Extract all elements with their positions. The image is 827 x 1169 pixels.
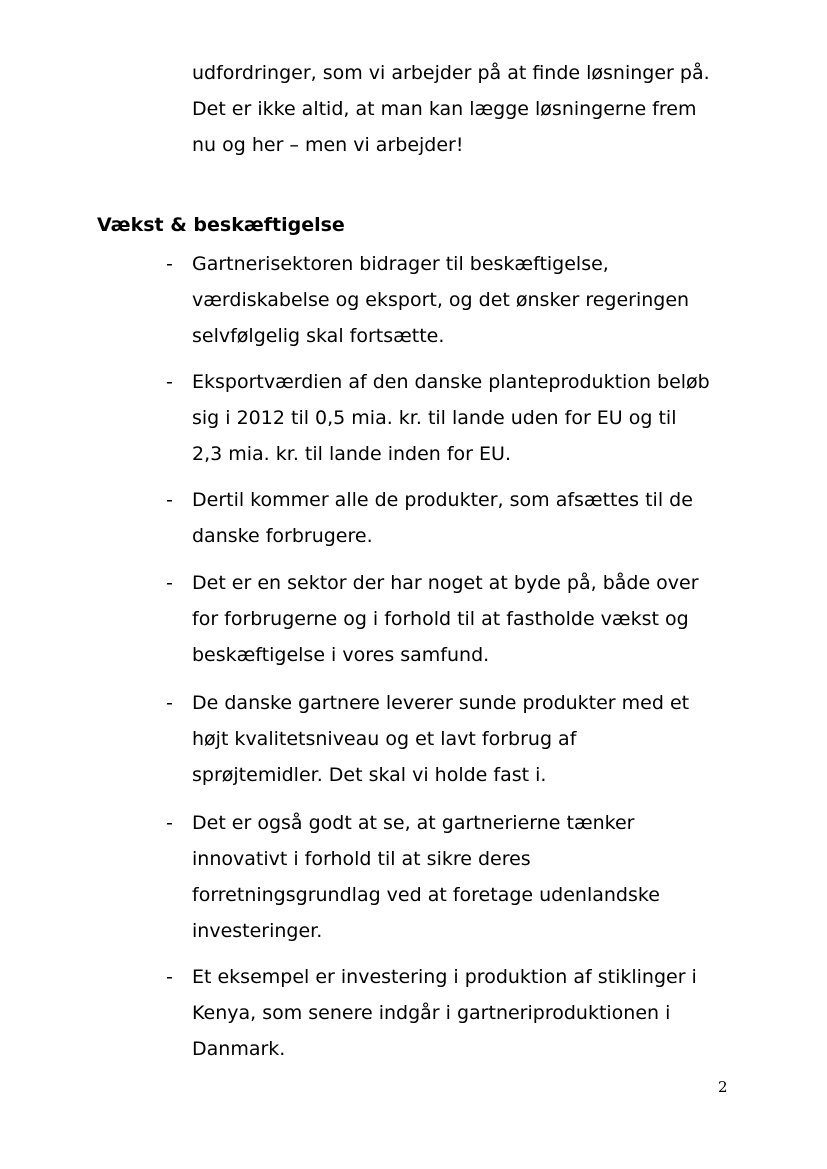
- bullet-text: [192, 685, 772, 793]
- bullet-marker: -: [166, 489, 173, 511]
- bullet-text: [192, 482, 772, 554]
- bullet-text: [192, 805, 772, 949]
- bullet-line: Eksportværdien af den danske planteproduktion beløb: [192, 371, 710, 393]
- bullet-marker: -: [166, 966, 173, 988]
- bullet-line: Dertil kommer alle de produkter, som afsættes til de: [192, 489, 693, 511]
- bullet-line: investeringer.: [192, 920, 323, 942]
- bullet-line: De danske gartnere leverer sunde produkter med et: [192, 692, 690, 714]
- bullet-marker: -: [166, 371, 173, 393]
- intro-line: Det er ikke altid, at man kan lægge løsningerne frem: [192, 98, 697, 120]
- bullet-line: for forbrugerne og i forhold til at fastholde vækst og: [192, 608, 689, 630]
- bullet-line: innovativt i forhold til at sikre deres: [192, 848, 531, 870]
- page-number: 2: [718, 1078, 728, 1096]
- bullet-line: højt kvalitetsniveau og et lavt forbrug af: [192, 728, 577, 750]
- bullet-line: Det er også godt at se, at gartnerierne tænker: [192, 812, 635, 834]
- bullet-line: 2,3 mia. kr. til lande inden for EU.: [192, 443, 511, 465]
- bullet-line: beskæftigelse i vores samfund.: [192, 644, 490, 666]
- bullet-line: sig i 2012 til 0,5 mia. kr. til lande uden for EU og til: [192, 407, 677, 429]
- bullet-line: sprøjtemidler. Det skal vi holde fast i.: [192, 764, 547, 786]
- intro-line: nu og her – men vi arbejder!: [192, 134, 464, 156]
- bullet-text: [192, 565, 772, 673]
- bullet-text: [192, 246, 772, 354]
- bullet-marker: -: [166, 812, 173, 834]
- bullet-text: [192, 959, 772, 1067]
- bullet-text: [192, 364, 772, 472]
- bullet-marker: -: [166, 253, 173, 275]
- section-heading: Vækst & beskæftigelse: [97, 214, 345, 236]
- bullet-marker: -: [166, 692, 173, 714]
- bullet-line: Kenya, som senere indgår i gartneriproduktionen i: [192, 1002, 671, 1024]
- bullet-line: danske forbrugere.: [192, 525, 373, 547]
- bullet-line: Et eksempel er investering i produktion af stiklinger i: [192, 966, 697, 988]
- bullet-line: Danmark.: [192, 1038, 286, 1060]
- intro-line: udfordringer, som vi arbejder på at finde løsninger på.: [192, 62, 710, 84]
- intro-paragraph: [192, 55, 752, 163]
- bullet-marker: -: [166, 572, 173, 594]
- bullet-line: Gartnerisektoren bidrager til beskæftigelse,: [192, 253, 609, 275]
- bullet-line: værdiskabelse og eksport, og det ønsker regeringen: [192, 289, 690, 311]
- bullet-line: selvfølgelig skal fortsætte.: [192, 325, 445, 347]
- bullet-line: forretningsgrundlag ved at foretage udenlandske: [192, 884, 660, 906]
- bullet-line: Det er en sektor der har noget at byde på, både over: [192, 572, 699, 594]
